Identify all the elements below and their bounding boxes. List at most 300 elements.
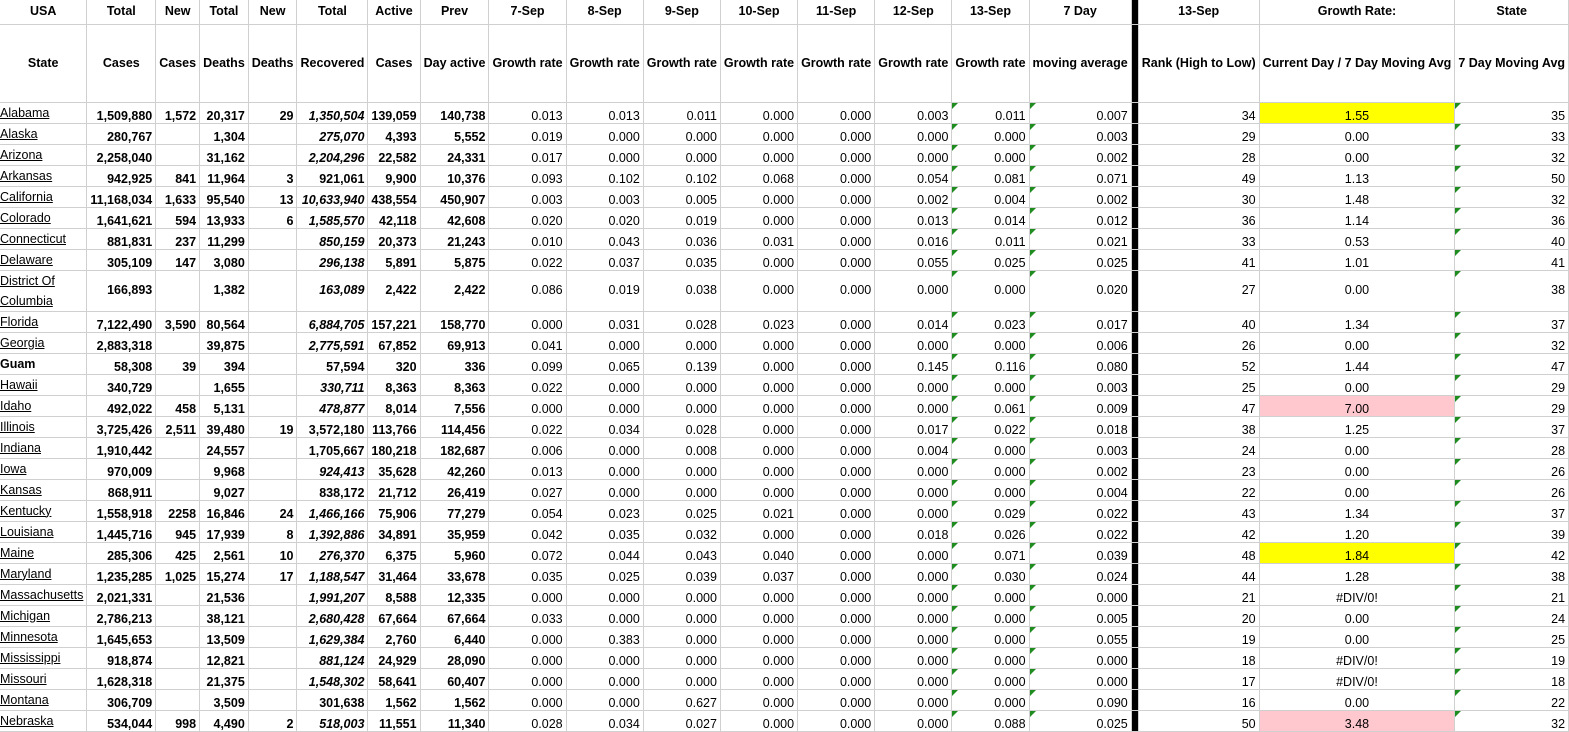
cell-g7[interactable]: 0.000 [952,647,1029,668]
cell-g3[interactable]: 0.032 [643,521,720,542]
header-cell[interactable]: Total [200,0,249,24]
cell-ratio[interactable]: 0.00 [1259,437,1455,458]
cell-new_deaths[interactable] [248,584,297,605]
cell-state_avg[interactable]: 32 [1455,186,1569,207]
state-link[interactable]: Arizona [0,144,87,165]
cell-ratio[interactable]: 1.20 [1259,521,1455,542]
cell-ratio[interactable]: 1.25 [1259,416,1455,437]
cell-rank[interactable]: 21 [1138,584,1259,605]
state-link[interactable]: Michigan [0,605,87,626]
cell-recovered[interactable]: 3,572,180 [297,416,368,437]
cell-total_deaths[interactable]: 1,382 [200,270,249,311]
cell-g7[interactable]: 0.071 [952,542,1029,563]
cell-state_avg[interactable]: 29 [1455,395,1569,416]
cell-g2[interactable]: 0.003 [566,186,643,207]
cell-recovered[interactable]: 850,159 [297,228,368,249]
cell-state_avg[interactable]: 32 [1455,710,1569,731]
cell-mavg[interactable]: 0.000 [1029,668,1131,689]
cell-total_cases[interactable]: 2,883,318 [87,332,156,353]
cell-recovered[interactable]: 10,633,940 [297,186,368,207]
cell-total_deaths[interactable]: 12,821 [200,647,249,668]
header-cell[interactable]: 13-Sep [1138,0,1259,24]
cell-active[interactable]: 75,906 [368,500,420,521]
cell-g7[interactable]: 0.000 [952,689,1029,710]
cell-g7[interactable]: 0.011 [952,102,1029,123]
cell-state_avg[interactable]: 41 [1455,249,1569,270]
cell-mavg[interactable]: 0.021 [1029,228,1131,249]
cell-g7[interactable]: 0.116 [952,353,1029,374]
header-cell[interactable]: Growth Rate: [1259,0,1455,24]
cell-ratio[interactable]: #DIV/0! [1259,668,1455,689]
cell-mavg[interactable]: 0.039 [1029,542,1131,563]
cell-g1[interactable]: 0.003 [489,186,566,207]
cell-ratio[interactable]: #DIV/0! [1259,584,1455,605]
cell-g4[interactable]: 0.000 [720,102,797,123]
cell-g1[interactable]: 0.010 [489,228,566,249]
state-link[interactable]: Iowa [0,458,87,479]
header-cell[interactable]: 7 Day [1029,0,1131,24]
cell-mavg[interactable]: 0.007 [1029,102,1131,123]
header-cell[interactable]: Cases [368,24,420,102]
cell-prev_active[interactable]: 24,331 [420,144,489,165]
cell-g4[interactable]: 0.000 [720,416,797,437]
cell-state_avg[interactable]: 21 [1455,584,1569,605]
cell-total_deaths[interactable]: 17,939 [200,521,249,542]
cell-total_deaths[interactable]: 2,561 [200,542,249,563]
cell-g7[interactable]: 0.000 [952,458,1029,479]
state-link[interactable]: Kentucky [0,500,87,521]
cell-recovered[interactable]: 276,370 [297,542,368,563]
cell-recovered[interactable]: 330,711 [297,374,368,395]
cell-active[interactable]: 180,218 [368,437,420,458]
cell-new_cases[interactable]: 1,572 [156,102,200,123]
cell-g4[interactable]: 0.000 [720,353,797,374]
cell-g6[interactable]: 0.016 [875,228,952,249]
cell-g2[interactable]: 0.044 [566,542,643,563]
cell-new_cases[interactable]: 3,590 [156,311,200,332]
cell-recovered[interactable]: 1,548,302 [297,668,368,689]
cell-new_cases[interactable]: 39 [156,353,200,374]
cell-total_cases[interactable]: 534,044 [87,710,156,731]
cell-g3[interactable]: 0.000 [643,395,720,416]
cell-state_avg[interactable]: 25 [1455,626,1569,647]
cell-mavg[interactable]: 0.080 [1029,353,1131,374]
cell-g1[interactable]: 0.013 [489,102,566,123]
cell-g3[interactable]: 0.000 [643,374,720,395]
cell-g6[interactable]: 0.145 [875,353,952,374]
cell-prev_active[interactable]: 450,907 [420,186,489,207]
cell-ratio[interactable]: 7.00 [1259,395,1455,416]
cell-recovered[interactable]: 518,003 [297,710,368,731]
cell-total_deaths[interactable]: 9,027 [200,479,249,500]
header-cell[interactable]: Active [368,0,420,24]
cell-new_cases[interactable]: 1,633 [156,186,200,207]
cell-prev_active[interactable]: 12,335 [420,584,489,605]
cell-g2[interactable]: 0.065 [566,353,643,374]
cell-g4[interactable]: 0.000 [720,521,797,542]
cell-recovered[interactable]: 2,775,591 [297,332,368,353]
cell-new_deaths[interactable]: 6 [248,207,297,228]
cell-new_cases[interactable]: 2,511 [156,416,200,437]
state-link[interactable]: Alaska [0,123,87,144]
cell-prev_active[interactable]: 5,960 [420,542,489,563]
cell-new_deaths[interactable] [248,395,297,416]
header-cell[interactable]: Current Day / 7 Day Moving Avg [1259,24,1455,102]
cell-state_avg[interactable]: 37 [1455,311,1569,332]
cell-total_cases[interactable]: 1,509,880 [87,102,156,123]
cell-recovered[interactable]: 1,991,207 [297,584,368,605]
cell-g6[interactable]: 0.000 [875,689,952,710]
cell-g1[interactable]: 0.013 [489,458,566,479]
cell-g6[interactable]: 0.000 [875,270,952,311]
cell-total_cases[interactable]: 3,725,426 [87,416,156,437]
cell-active[interactable]: 6,375 [368,542,420,563]
cell-recovered[interactable]: 275,070 [297,123,368,144]
header-cell[interactable]: New [156,0,200,24]
cell-rank[interactable]: 23 [1138,458,1259,479]
cell-rank[interactable]: 48 [1138,542,1259,563]
cell-active[interactable]: 1,562 [368,689,420,710]
cell-g4[interactable]: 0.000 [720,689,797,710]
cell-g2[interactable]: 0.000 [566,479,643,500]
cell-g1[interactable]: 0.086 [489,270,566,311]
cell-total_cases[interactable]: 868,911 [87,479,156,500]
state-link[interactable]: Louisiana [0,521,87,542]
cell-recovered[interactable]: 1,585,570 [297,207,368,228]
state-link[interactable]: Alabama [0,102,87,123]
state-link[interactable]: Mississippi [0,647,87,668]
cell-recovered[interactable]: 838,172 [297,479,368,500]
cell-g3[interactable]: 0.000 [643,332,720,353]
cell-ratio[interactable]: 1.55 [1259,102,1455,123]
cell-state_avg[interactable]: 33 [1455,123,1569,144]
state-link[interactable]: California [0,186,87,207]
state-link[interactable]: Connecticut [0,228,87,249]
header-cell[interactable]: 9-Sep [643,0,720,24]
cell-mavg[interactable]: 0.003 [1029,437,1131,458]
cell-new_cases[interactable]: 425 [156,542,200,563]
header-cell[interactable]: 10-Sep [720,0,797,24]
cell-total_deaths[interactable]: 39,480 [200,416,249,437]
cell-g6[interactable]: 0.000 [875,332,952,353]
cell-recovered[interactable]: 1,392,886 [297,521,368,542]
cell-new_deaths[interactable] [248,626,297,647]
cell-ratio[interactable]: 0.00 [1259,332,1455,353]
cell-mavg[interactable]: 0.020 [1029,270,1131,311]
cell-rank[interactable]: 26 [1138,332,1259,353]
cell-g5[interactable]: 0.000 [798,647,875,668]
cell-g4[interactable]: 0.000 [720,584,797,605]
cell-g3[interactable]: 0.000 [643,479,720,500]
cell-g6[interactable]: 0.000 [875,563,952,584]
cell-ratio[interactable]: 0.00 [1259,144,1455,165]
cell-g6[interactable]: 0.000 [875,710,952,731]
cell-g4[interactable]: 0.000 [720,186,797,207]
cell-rank[interactable]: 22 [1138,479,1259,500]
cell-g4[interactable]: 0.000 [720,207,797,228]
state-link[interactable]: Georgia [0,332,87,353]
cell-g7[interactable]: 0.000 [952,605,1029,626]
cell-prev_active[interactable]: 21,243 [420,228,489,249]
cell-g1[interactable]: 0.022 [489,374,566,395]
cell-total_cases[interactable]: 1,445,716 [87,521,156,542]
header-cell[interactable]: Growth rate [952,24,1029,102]
cell-g4[interactable]: 0.023 [720,311,797,332]
cell-total_deaths[interactable]: 3,509 [200,689,249,710]
cell-g6[interactable]: 0.002 [875,186,952,207]
cell-g1[interactable]: 0.035 [489,563,566,584]
cell-prev_active[interactable]: 60,407 [420,668,489,689]
cell-rank[interactable]: 24 [1138,437,1259,458]
cell-total_cases[interactable]: 2,021,331 [87,584,156,605]
header-cell[interactable]: 7 Day Moving Avg [1455,24,1569,102]
cell-g5[interactable]: 0.000 [798,626,875,647]
cell-new_cases[interactable]: 2258 [156,500,200,521]
cell-g2[interactable]: 0.000 [566,668,643,689]
cell-total_deaths[interactable]: 1,304 [200,123,249,144]
cell-new_deaths[interactable] [248,270,297,311]
cell-mavg[interactable]: 0.025 [1029,249,1131,270]
cell-g5[interactable]: 0.000 [798,395,875,416]
cell-total_cases[interactable]: 58,308 [87,353,156,374]
cell-g5[interactable]: 0.000 [798,332,875,353]
cell-ratio[interactable]: 0.00 [1259,458,1455,479]
cell-g6[interactable]: 0.000 [875,584,952,605]
cell-g4[interactable]: 0.000 [720,458,797,479]
cell-new_cases[interactable] [156,458,200,479]
cell-g5[interactable]: 0.000 [798,416,875,437]
cell-new_cases[interactable] [156,437,200,458]
cell-mavg[interactable]: 0.022 [1029,521,1131,542]
cell-new_cases[interactable]: 841 [156,165,200,186]
cell-new_deaths[interactable]: 13 [248,186,297,207]
cell-g1[interactable]: 0.022 [489,416,566,437]
cell-new_cases[interactable] [156,479,200,500]
cell-g5[interactable]: 0.000 [798,249,875,270]
cell-prev_active[interactable]: 7,556 [420,395,489,416]
cell-prev_active[interactable]: 158,770 [420,311,489,332]
cell-prev_active[interactable]: 114,456 [420,416,489,437]
cell-total_deaths[interactable]: 9,968 [200,458,249,479]
cell-g5[interactable]: 0.000 [798,374,875,395]
cell-ratio[interactable]: 1.13 [1259,165,1455,186]
cell-rank[interactable]: 16 [1138,689,1259,710]
state-link[interactable]: Colorado [0,207,87,228]
cell-g7[interactable]: 0.026 [952,521,1029,542]
cell-total_cases[interactable]: 1,641,621 [87,207,156,228]
cell-g7[interactable]: 0.025 [952,249,1029,270]
cell-g5[interactable]: 0.000 [798,165,875,186]
cell-state_avg[interactable]: 37 [1455,416,1569,437]
cell-ratio[interactable]: 0.00 [1259,123,1455,144]
cell-ratio[interactable]: 0.00 [1259,605,1455,626]
cell-ratio[interactable]: 3.48 [1259,710,1455,731]
cell-g4[interactable]: 0.000 [720,270,797,311]
cell-g1[interactable]: 0.027 [489,479,566,500]
cell-state_avg[interactable]: 38 [1455,270,1569,311]
cell-recovered[interactable]: 57,594 [297,353,368,374]
cell-new_deaths[interactable] [248,249,297,270]
cell-mavg[interactable]: 0.009 [1029,395,1131,416]
header-cell[interactable] [1131,0,1138,24]
cell-g3[interactable]: 0.139 [643,353,720,374]
cell-g7[interactable]: 0.000 [952,332,1029,353]
cell-g7[interactable]: 0.000 [952,668,1029,689]
cell-state_avg[interactable]: 18 [1455,668,1569,689]
cell-g6[interactable]: 0.000 [875,668,952,689]
cell-g5[interactable]: 0.000 [798,521,875,542]
cell-active[interactable]: 438,554 [368,186,420,207]
cell-g4[interactable]: 0.000 [720,395,797,416]
header-cell[interactable]: Growth rate [798,24,875,102]
header-cell[interactable]: Growth rate [720,24,797,102]
cell-mavg[interactable]: 0.003 [1029,123,1131,144]
cell-g6[interactable]: 0.000 [875,458,952,479]
cell-g4[interactable]: 0.068 [720,165,797,186]
cell-prev_active[interactable]: 26,419 [420,479,489,500]
cell-new_deaths[interactable]: 17 [248,563,297,584]
cell-new_deaths[interactable] [248,689,297,710]
header-cell[interactable]: Rank (High to Low) [1138,24,1259,102]
cell-g3[interactable]: 0.043 [643,542,720,563]
cell-rank[interactable]: 41 [1138,249,1259,270]
header-cell[interactable]: Cases [156,24,200,102]
header-cell[interactable]: Prev [420,0,489,24]
header-cell[interactable]: State [0,24,87,102]
cell-total_deaths[interactable]: 13,933 [200,207,249,228]
cell-new_deaths[interactable]: 2 [248,710,297,731]
cell-mavg[interactable]: 0.018 [1029,416,1131,437]
cell-g1[interactable]: 0.033 [489,605,566,626]
cell-new_cases[interactable]: 594 [156,207,200,228]
cell-new_deaths[interactable] [248,479,297,500]
cell-g4[interactable]: 0.000 [720,479,797,500]
cell-total_cases[interactable]: 942,925 [87,165,156,186]
cell-g3[interactable]: 0.027 [643,710,720,731]
header-cell[interactable]: 13-Sep [952,0,1029,24]
cell-g3[interactable]: 0.000 [643,458,720,479]
cell-ratio[interactable]: 0.53 [1259,228,1455,249]
cell-g6[interactable]: 0.018 [875,521,952,542]
cell-ratio[interactable]: 0.00 [1259,689,1455,710]
cell-g2[interactable]: 0.043 [566,228,643,249]
cell-g4[interactable]: 0.021 [720,500,797,521]
cell-g3[interactable]: 0.019 [643,207,720,228]
cell-g6[interactable]: 0.017 [875,416,952,437]
cell-prev_active[interactable]: 8,363 [420,374,489,395]
cell-g2[interactable]: 0.102 [566,165,643,186]
cell-state_avg[interactable]: 28 [1455,437,1569,458]
cell-g4[interactable]: 0.040 [720,542,797,563]
cell-mavg[interactable]: 0.000 [1029,647,1131,668]
cell-g4[interactable]: 0.000 [720,668,797,689]
cell-active[interactable]: 67,852 [368,332,420,353]
state-link[interactable]: Idaho [0,395,87,416]
cell-total_deaths[interactable]: 95,540 [200,186,249,207]
cell-g3[interactable]: 0.035 [643,249,720,270]
cell-recovered[interactable]: 1,629,384 [297,626,368,647]
cell-state_avg[interactable]: 32 [1455,332,1569,353]
cell-total_cases[interactable]: 918,874 [87,647,156,668]
cell-mavg[interactable]: 0.071 [1029,165,1131,186]
cell-new_deaths[interactable]: 10 [248,542,297,563]
cell-g7[interactable]: 0.088 [952,710,1029,731]
cell-g7[interactable]: 0.000 [952,437,1029,458]
cell-state_avg[interactable]: 19 [1455,647,1569,668]
cell-rank[interactable]: 33 [1138,228,1259,249]
cell-g7[interactable]: 0.000 [952,584,1029,605]
cell-total_cases[interactable]: 492,022 [87,395,156,416]
cell-g1[interactable]: 0.020 [489,207,566,228]
cell-g1[interactable]: 0.000 [489,626,566,647]
cell-state_avg[interactable]: 38 [1455,563,1569,584]
cell-g5[interactable]: 0.000 [798,710,875,731]
cell-mavg[interactable]: 0.025 [1029,710,1131,731]
cell-prev_active[interactable]: 10,376 [420,165,489,186]
cell-g4[interactable]: 0.000 [720,144,797,165]
cell-total_deaths[interactable]: 3,080 [200,249,249,270]
cell-g1[interactable]: 0.000 [489,689,566,710]
state-link[interactable]: Minnesota [0,626,87,647]
cell-new_cases[interactable]: 458 [156,395,200,416]
cell-g4[interactable]: 0.000 [720,332,797,353]
cell-total_deaths[interactable]: 80,564 [200,311,249,332]
state-link[interactable]: Arkansas [0,165,87,186]
cell-recovered[interactable]: 1,466,166 [297,500,368,521]
cell-recovered[interactable]: 1,705,667 [297,437,368,458]
cell-g1[interactable]: 0.000 [489,668,566,689]
cell-total_deaths[interactable]: 394 [200,353,249,374]
cell-total_cases[interactable]: 166,893 [87,270,156,311]
cell-g3[interactable]: 0.000 [643,584,720,605]
cell-g7[interactable]: 0.022 [952,416,1029,437]
cell-total_cases[interactable]: 306,709 [87,689,156,710]
cell-rank[interactable]: 34 [1138,102,1259,123]
cell-new_cases[interactable] [156,584,200,605]
cell-prev_active[interactable]: 69,913 [420,332,489,353]
cell-new_deaths[interactable]: 3 [248,165,297,186]
cell-total_cases[interactable]: 2,258,040 [87,144,156,165]
cell-rank[interactable]: 27 [1138,270,1259,311]
cell-active[interactable]: 8,014 [368,395,420,416]
cell-g5[interactable]: 0.000 [798,144,875,165]
cell-ratio[interactable]: #DIV/0! [1259,647,1455,668]
cell-total_deaths[interactable]: 15,274 [200,563,249,584]
cell-ratio[interactable]: 1.44 [1259,353,1455,374]
cell-mavg[interactable]: 0.002 [1029,144,1131,165]
cell-total_cases[interactable]: 305,109 [87,249,156,270]
cell-total_cases[interactable]: 280,767 [87,123,156,144]
cell-new_cases[interactable] [156,374,200,395]
cell-state_avg[interactable]: 22 [1455,689,1569,710]
cell-g2[interactable]: 0.013 [566,102,643,123]
header-cell[interactable]: moving average [1029,24,1131,102]
cell-new_cases[interactable] [156,689,200,710]
header-cell[interactable]: Deaths [200,24,249,102]
cell-g1[interactable]: 0.028 [489,710,566,731]
cell-rank[interactable]: 50 [1138,710,1259,731]
cell-g6[interactable]: 0.000 [875,542,952,563]
cell-g3[interactable]: 0.028 [643,416,720,437]
cell-g3[interactable]: 0.025 [643,500,720,521]
cell-g1[interactable]: 0.022 [489,249,566,270]
cell-rank[interactable]: 18 [1138,647,1259,668]
cell-new_deaths[interactable] [248,123,297,144]
cell-total_deaths[interactable]: 39,875 [200,332,249,353]
cell-total_deaths[interactable]: 24,557 [200,437,249,458]
cell-total_cases[interactable]: 970,009 [87,458,156,479]
cell-g2[interactable]: 0.000 [566,584,643,605]
